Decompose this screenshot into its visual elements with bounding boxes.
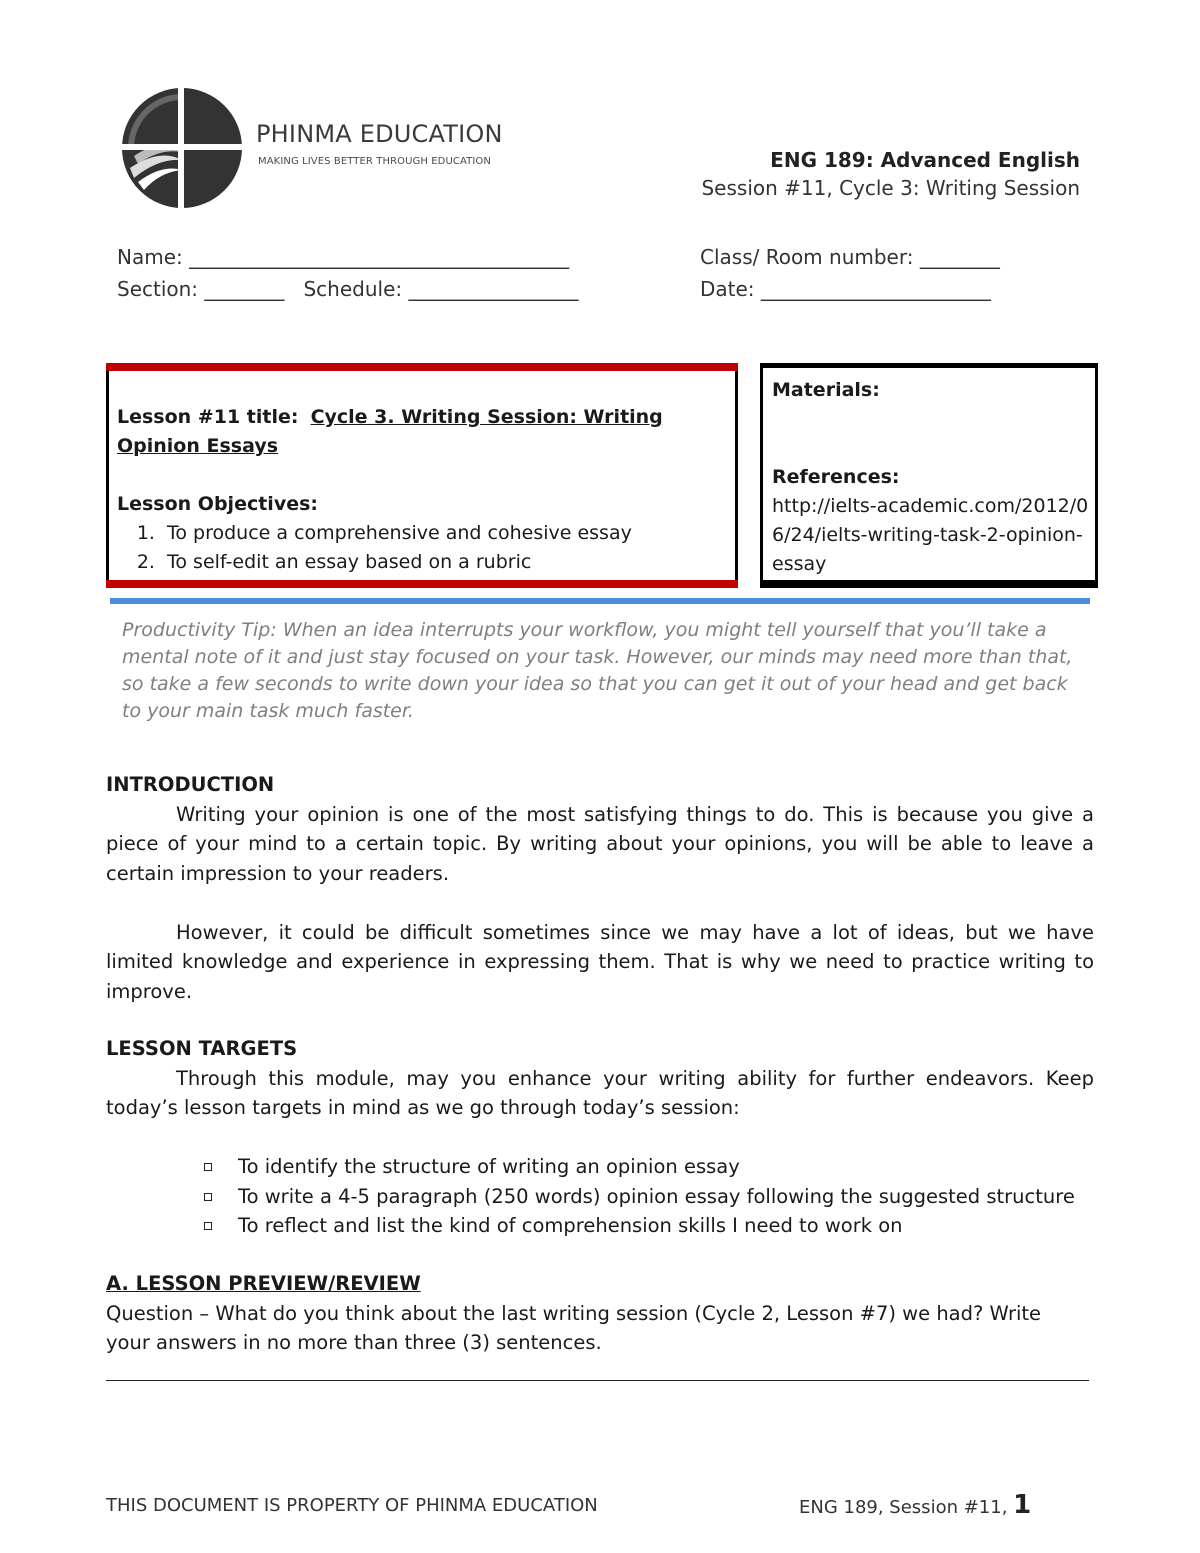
target-item-text: To write a 4-5 paragraph (250 words) opinion essay following the suggested structure <box>238 1184 1075 1208</box>
lesson-targets-section <box>106 1034 1094 1241</box>
blue-divider <box>110 598 1090 604</box>
phinma-logo-emblem <box>120 86 245 211</box>
session-line: Session #11, Cycle 3: Writing Session <box>701 176 1080 200</box>
target-item <box>106 1182 1094 1212</box>
name-field[interactable]: Name: ______________________________________ <box>117 245 570 269</box>
lesson-info-box <box>106 363 738 588</box>
course-title: ENG 189: Advanced English <box>770 148 1080 172</box>
lesson-preview-section <box>106 1269 1066 1358</box>
student-fields-right <box>700 241 1000 305</box>
lesson-targets-paragraph: Through this module, may you enhance your writing ability for further endeavors. Keep today’s lesson targets in mind as we go through today’s session: <box>106 1066 1094 1119</box>
introduction-paragraph-1: Writing your opinion is one of the most satisfying things to do. This is because you give a piece of your mind to a certain topic. By writing about your opinions, you will be able to leave a certain impression to your readers. <box>106 802 1094 885</box>
red-bar-bottom <box>106 580 738 588</box>
preview-question: Question – What do you think about the last writing session (Cycle 2, Lesson #7) we had? Write your answers in no more than three (3) sentences. <box>106 1301 1042 1354</box>
square-bullet-icon <box>204 1222 212 1230</box>
logo-tagline: MAKING LIVES BETTER THROUGH EDUCATION <box>258 156 491 167</box>
date-field[interactable]: Date: _______________________ <box>700 277 991 301</box>
reference-link[interactable]: http://ielts-academic.com/2012/06/24/ielts-writing-task-2-opinion-essay <box>772 495 1089 575</box>
objectives-list <box>117 519 727 577</box>
lesson-targets-heading: LESSON TARGETS <box>106 1037 298 1060</box>
footer-property-notice: THIS DOCUMENT IS PROPERTY OF PHINMA EDUCATION <box>106 1495 598 1516</box>
footer-session <box>799 1490 1031 1520</box>
square-bullet-icon <box>204 1193 212 1201</box>
targets-list <box>106 1152 1094 1241</box>
introduction-heading: INTRODUCTION <box>106 773 275 796</box>
student-fields-left <box>117 241 578 305</box>
lesson-title <box>117 403 727 461</box>
class-room-field[interactable]: Class/ Room number: ________ <box>700 245 1000 269</box>
target-item <box>106 1152 1094 1182</box>
materials-content <box>772 376 1089 579</box>
lesson-preview-heading: A. LESSON PREVIEW/REVIEW <box>106 1272 421 1295</box>
logo-wordmark: PHINMA EDUCATION <box>256 120 503 148</box>
objective-item: 2. To self-edit an essay based on a rubric <box>161 548 727 577</box>
references-label: References: <box>772 466 900 488</box>
materials-label: Materials: <box>772 379 880 401</box>
target-item <box>106 1211 1094 1241</box>
page-number: 1 <box>1013 1490 1032 1520</box>
objectives-label: Lesson Objectives: <box>117 493 318 515</box>
lesson-title-value: Cycle 3. Writing Session: Writing Opinion Essays <box>117 406 663 457</box>
introduction-paragraph-2: However, it could be difficult sometimes since we may have a lot of ideas, but we have limited knowledge and experience in expressing them. That is why we need to practice writing to improve. <box>106 920 1094 1003</box>
lesson-content <box>117 403 727 577</box>
phinma-logo <box>120 86 540 211</box>
red-bar-top <box>106 363 738 371</box>
introduction-section <box>106 770 1094 1006</box>
lesson-title-label: Lesson #11 title: <box>117 406 299 428</box>
objective-item: 1. To produce a comprehensive and cohesive essay <box>161 519 727 548</box>
productivity-tip: Productivity Tip: When an idea interrupts your workflow, you might tell yourself that you’ll take a mental note of it and just stay focused on your task. However, our minds may need more than that, so take a few seconds to write down your idea so that you can get it out of your head and get back to your main task much faster. <box>122 619 1073 722</box>
square-bullet-icon <box>204 1163 212 1171</box>
target-item-text: To identify the structure of writing an opinion essay <box>238 1155 740 1178</box>
course-header <box>701 146 1080 202</box>
section-schedule-field[interactable]: Section: ________ Schedule: _________________ <box>117 277 579 301</box>
target-item-text: To reflect and list the kind of comprehension skills I need to work on <box>238 1214 903 1237</box>
answer-line[interactable] <box>106 1380 1089 1381</box>
footer-session-text: ENG 189, Session #11, <box>799 1497 1008 1518</box>
materials-box <box>760 363 1098 588</box>
